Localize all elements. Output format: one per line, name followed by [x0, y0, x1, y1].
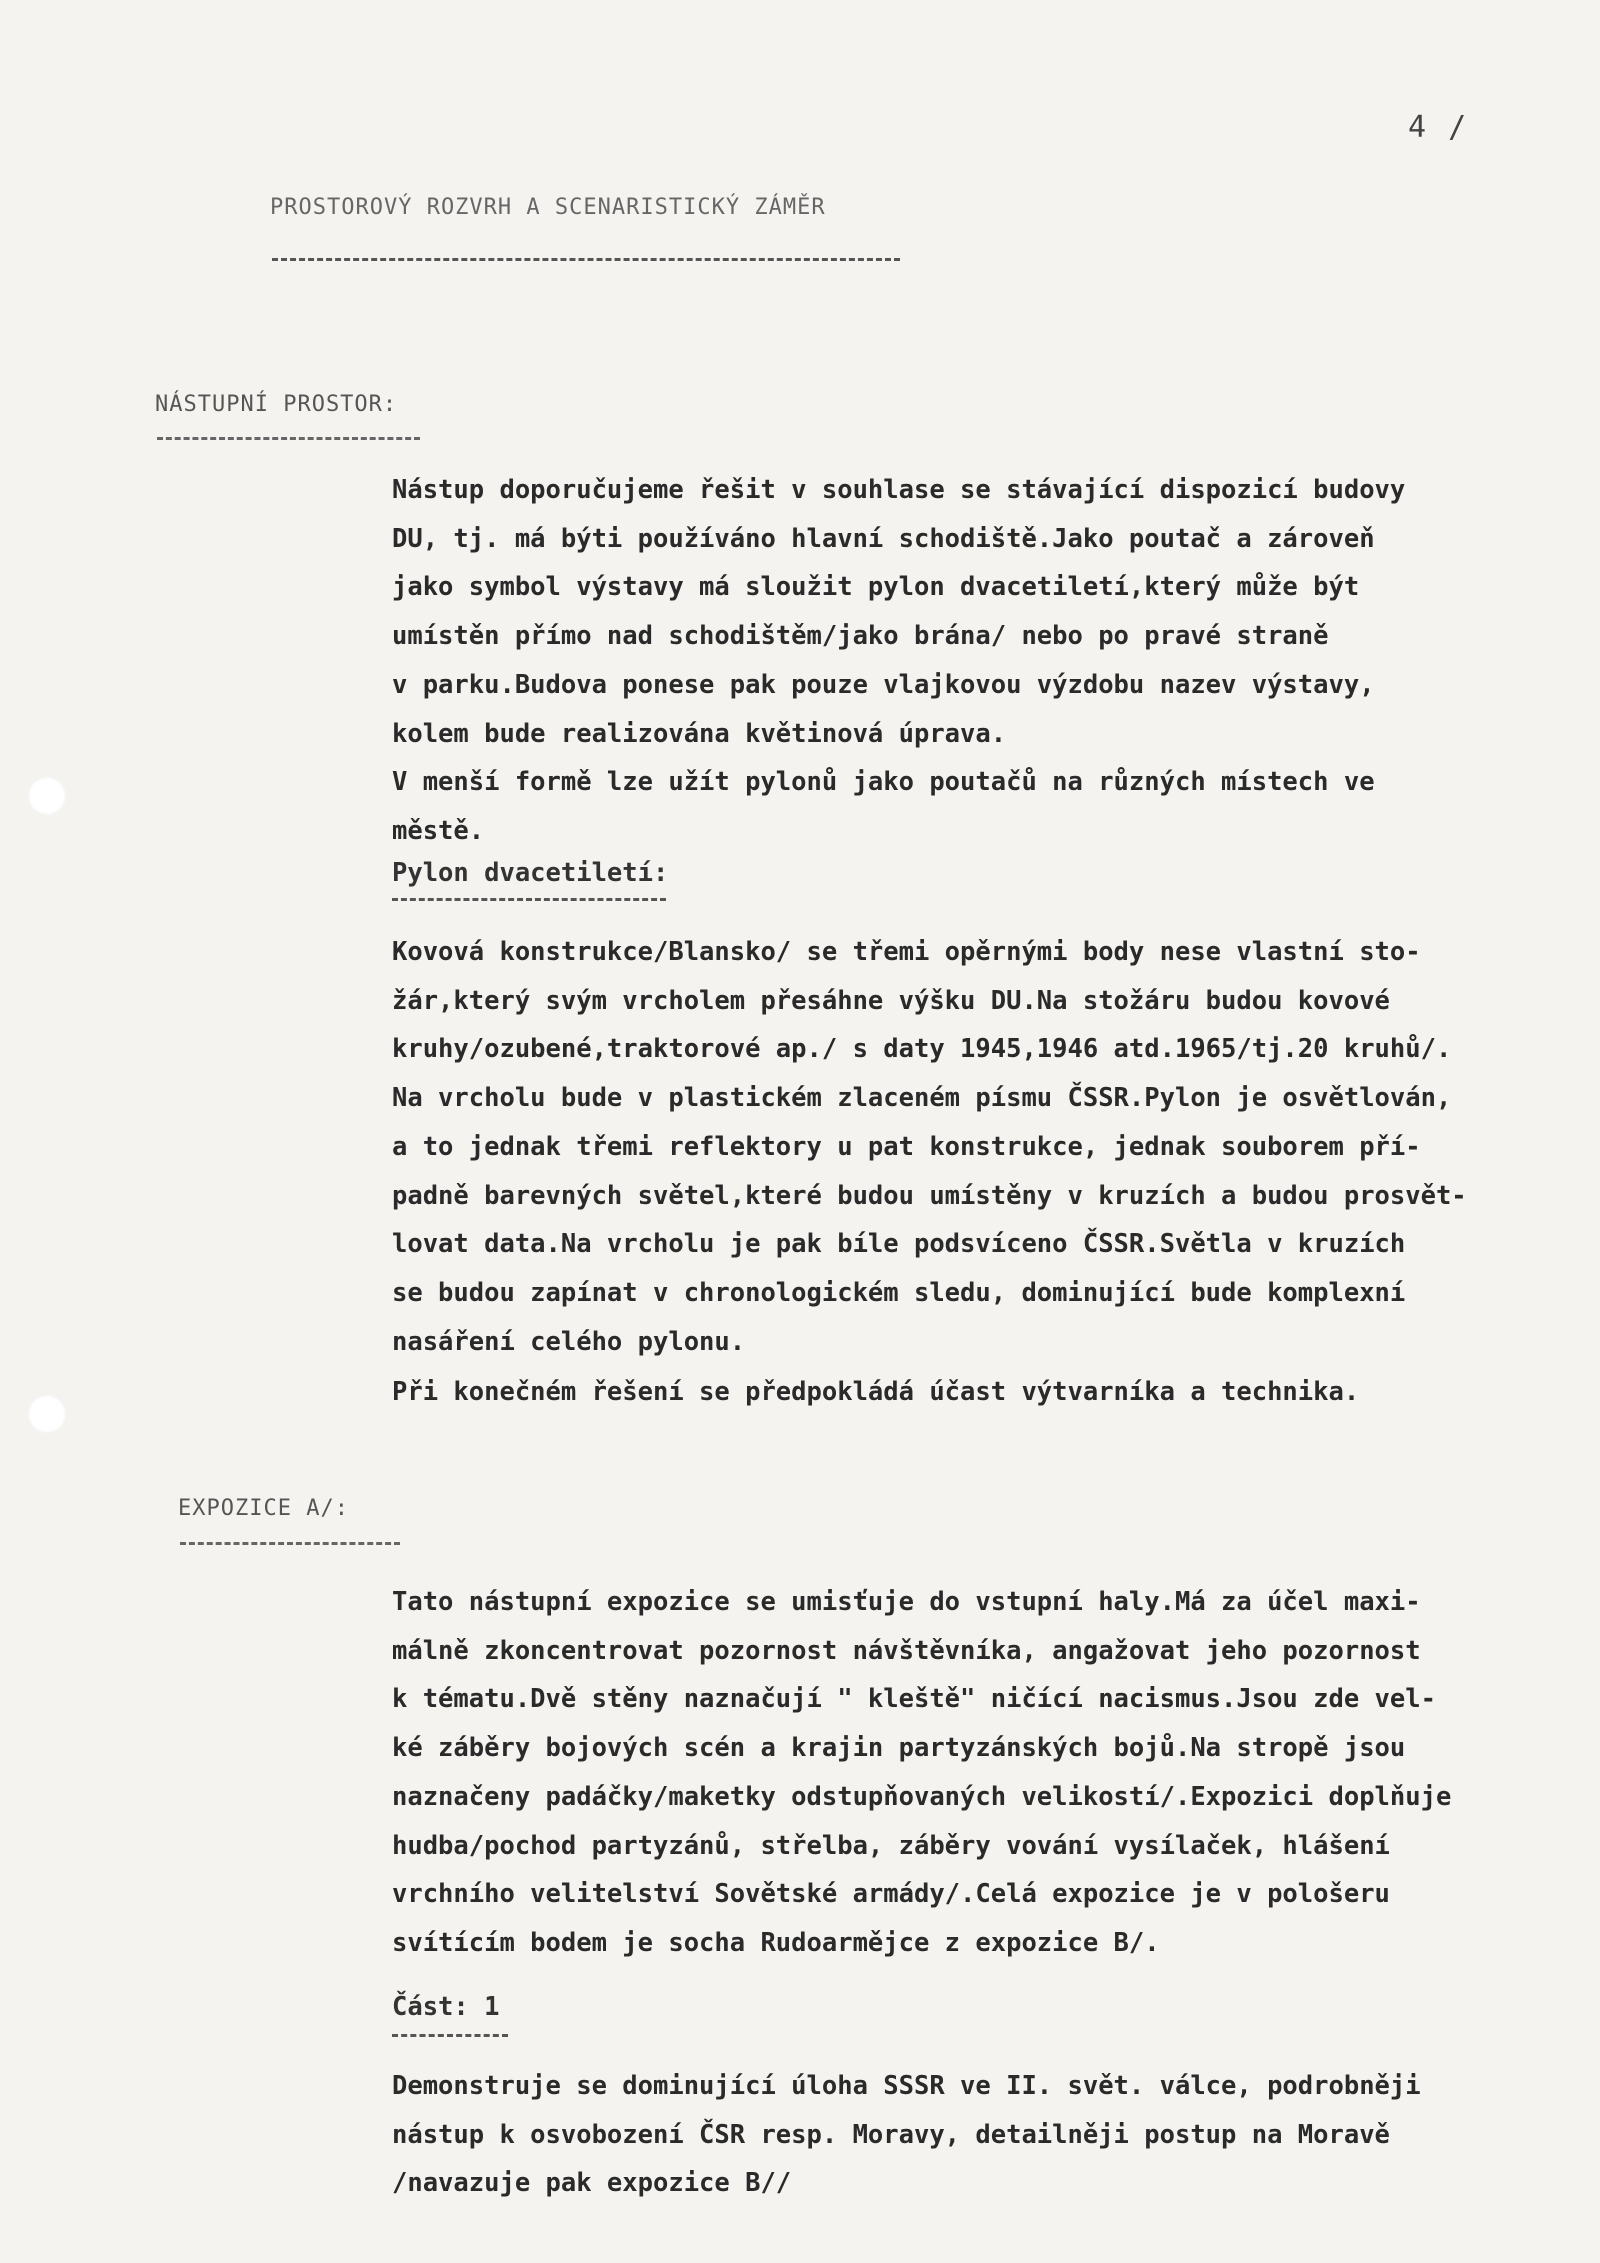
title-underline — [272, 258, 900, 261]
section-underline — [180, 1542, 400, 1545]
paragraph-nastup: Nástup doporučujeme řešit v souhlase se stávající dispozicí budovy DU, tj. má býti používáno hlavní schodiště.Jako poutač a zároveň jako symbol výstavy má sloužit pylon dvacetiletí,který může být umístěn přímo nad schodištěm/jako brána/ nebo po pravé straně v parku.Budova ponese pak pouze vlajkovou výzdobu nazev výstavy, kolem bude realizována květinová úprava. V menší formě lze užít pylonů jako poutačů na různých místech ve městě. — [392, 475, 1406, 846]
paragraph-pylon-closing: Při konečném řešení se předpokládá účast výtvarníka a technika. — [392, 1377, 1360, 1407]
subheading-cast-1: Část: 1 — [392, 1992, 500, 2022]
paragraph-cast-1: Demonstruje se dominující úloha SSSR ve II. svět. válce, podrobněji nástup k osvobození ČSR resp. Moravy, detailněji postup na Moravě /navazuje pak expozice B// — [392, 2071, 1421, 2199]
page-number: 4 / — [1408, 110, 1469, 145]
section-heading-expozice-a: EXPOZICE A/: — [178, 1496, 349, 1521]
subheading-pylon: Pylon dvacetiletí: — [392, 858, 669, 888]
subheading-underline — [392, 898, 666, 901]
subheading-underline — [392, 2034, 508, 2037]
paragraph-pylon: Kovová konstrukce/Blansko/ se třemi opěrnými body nese vlastní sto- žár,který svým vrcholem přesáhne výšku DU.Na stožáru budou kovové kruhy/ozubené,traktorové ap./ s daty 1945,1946 atd.1965/tj.20 kruhů/. Na vrcholu bude v plastickém zlaceném písmu ČSSR.Pylon je osvětlován, a to jednak třemi reflektory u pat konstrukce, jednak souborem pří- padně barevných světel,které budou umístěny v kruzích a budou prosvět- lovat data.Na vrcholu je pak bíle podsvíceno ČSSR.Světla v kruzích se budou zapínat v chronologickém sledu, dominující bude komplexní nasáření celého pylonu. — [392, 937, 1467, 1357]
punch-hole-top — [28, 777, 66, 815]
section-underline — [157, 437, 420, 440]
punch-hole-bottom — [28, 1395, 66, 1433]
paragraph-expozice-a: Tato nástupní expozice se umisťuje do vstupní haly.Má za účel maxi- málně zkoncentrovat pozornost návštěvníka, angažovat jeho pozornost k tématu.Dvě stěny naznačují " kleště" ničící nacismus.Jsou zde vel- ké záběry bojových scén a krajin partyzánských bojů.Na stropě jsou naznačeny padáčky/maketky odstupňovaných velikostí/.Expozici doplňuje hudba/pochod partyzánů, střelba, záběry vování vysílaček, hlášení vrchního velitelství Sovětské armády/.Celá expozice je v pološeru svítícím bodem je socha Rudoarmějce z expozice B/. — [392, 1587, 1452, 1958]
document-title: PROSTOROVÝ ROZVRH A SCENARISTICKÝ ZÁMĚR — [270, 195, 826, 220]
section-heading-nastupni-prostor: NÁSTUPNÍ PROSTOR: — [155, 392, 398, 417]
